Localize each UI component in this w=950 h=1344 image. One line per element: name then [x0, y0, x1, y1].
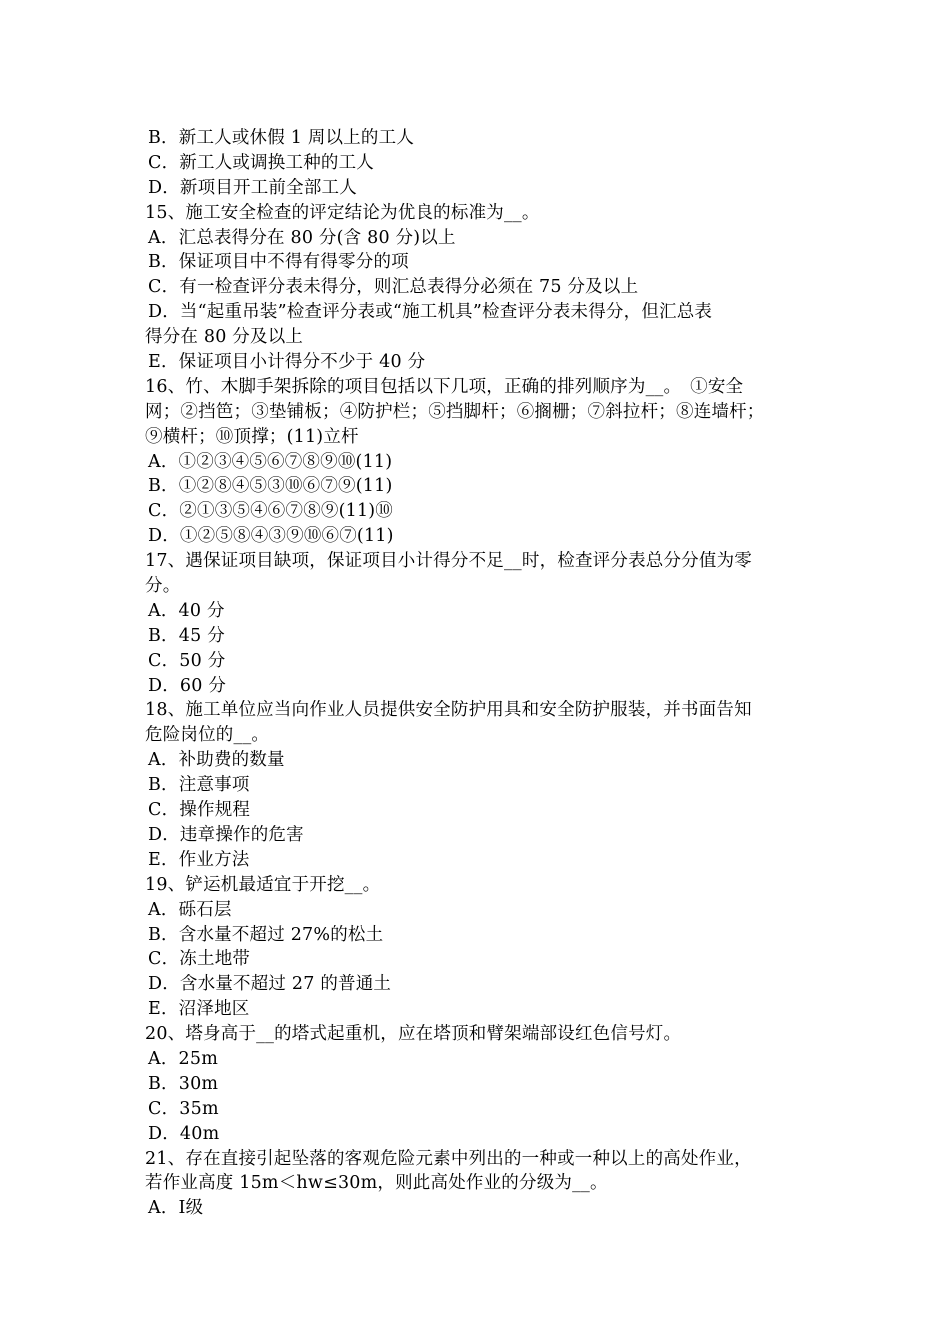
answer-option-line: C．新工人或调换工种的工人 [148, 152, 374, 173]
answer-option-line: A．汇总表得分在 80 分(含 80 分)以上 [148, 227, 456, 248]
answer-option-line: B．注意事项 [148, 775, 250, 796]
answer-option-line: C．冻土地带 [148, 949, 251, 970]
question-text-line: 危险岗位的__。 [145, 725, 270, 746]
question-text-line: 19、铲运机最适宜于开挖__。 [145, 874, 381, 895]
question-text-line: 若作业高度 15m＜hw≤30m，则此高处作业的分级为__。 [145, 1173, 608, 1194]
question-text-line: 网；②挡笆；③垫铺板；④防护栏；⑤挡脚杆；⑥搁栅；⑦斜拉杆；⑧连墙杆； [145, 401, 765, 422]
answer-option-line: C．有一检查评分表未得分，则汇总表得分必须在 75 分及以上 [148, 277, 639, 298]
answer-option-line: C．50 分 [148, 650, 226, 671]
answer-option-line: A．25m [148, 1048, 219, 1069]
answer-option-line: D．①②⑤⑧④③⑨⑩⑥⑦(11) [148, 526, 394, 547]
question-text-line: 16、竹、木脚手架拆除的项目包括以下几项，正确的排列顺序为__。 ①安全 [145, 376, 744, 397]
question-text-line: 17、遇保证项目缺项，保证项目小计得分不足__时，检查评分表总分分值为零 [145, 551, 752, 572]
answer-option-line: B．30m [148, 1073, 219, 1094]
document-body [145, 126, 825, 1221]
answer-option-line: B．保证项目中不得有得零分的项 [148, 252, 409, 273]
answer-option-line: D．违章操作的危害 [148, 824, 304, 845]
answer-option-line: C．操作规程 [148, 800, 251, 821]
question-text-line: ⑨横杆；⑩顶撑；(11)立杆 [145, 426, 359, 447]
answer-option-line: E．作业方法 [148, 849, 250, 870]
answer-option-line: C．35m [148, 1098, 219, 1119]
answer-option-line: D．40m [148, 1123, 220, 1144]
answer-option-line: A．Ⅰ级 [148, 1198, 204, 1219]
question-text-line: 得分在 80 分及以上 [145, 327, 304, 348]
answer-option-line: A．补助费的数量 [148, 750, 285, 771]
answer-option-line: C．②①③⑤④⑥⑦⑧⑨(11)⑩ [148, 501, 394, 522]
answer-option-line: A．①②③④⑤⑥⑦⑧⑨⑩(11) [148, 451, 393, 472]
answer-option-line: D．60 分 [148, 675, 227, 696]
question-text-line: 15、施工安全检查的评定结论为优良的标准为__。 [145, 202, 540, 223]
answer-option-line: B．45 分 [148, 625, 225, 646]
answer-option-line: D．新项目开工前全部工人 [148, 177, 357, 198]
answer-option-line: A．40 分 [148, 600, 225, 621]
question-text-line: 分。 [145, 576, 181, 597]
question-text-line: 21、存在直接引起坠落的客观危险元素中列出的一种或一种以上的高处作业， [145, 1148, 752, 1169]
question-text-line: 18、施工单位应当向作业人员提供安全防护用具和安全防护服装，并书面告知 [145, 700, 752, 721]
answer-option-line: B．①②⑧④⑤③⑩⑥⑦⑨(11) [148, 476, 393, 497]
answer-option-line: E．保证项目小计得分不少于 40 分 [148, 352, 426, 373]
answer-option-line: D．当“起重吊装”检查评分表或“施工机具”检查评分表未得分，但汇总表 [148, 302, 713, 323]
question-text-line: 20、塔身高于__的塔式起重机，应在塔顶和臂架端部设红色信号灯。 [145, 1024, 682, 1045]
answer-option-line: E．沼泽地区 [148, 999, 250, 1020]
answer-option-line: A．砾石层 [148, 899, 232, 920]
answer-option-line: D．含水量不超过 27 的普通土 [148, 974, 392, 995]
answer-option-line: B．新工人或休假 1 周以上的工人 [148, 128, 415, 148]
answer-option-line: B．含水量不超过 27%的松土 [148, 924, 384, 945]
